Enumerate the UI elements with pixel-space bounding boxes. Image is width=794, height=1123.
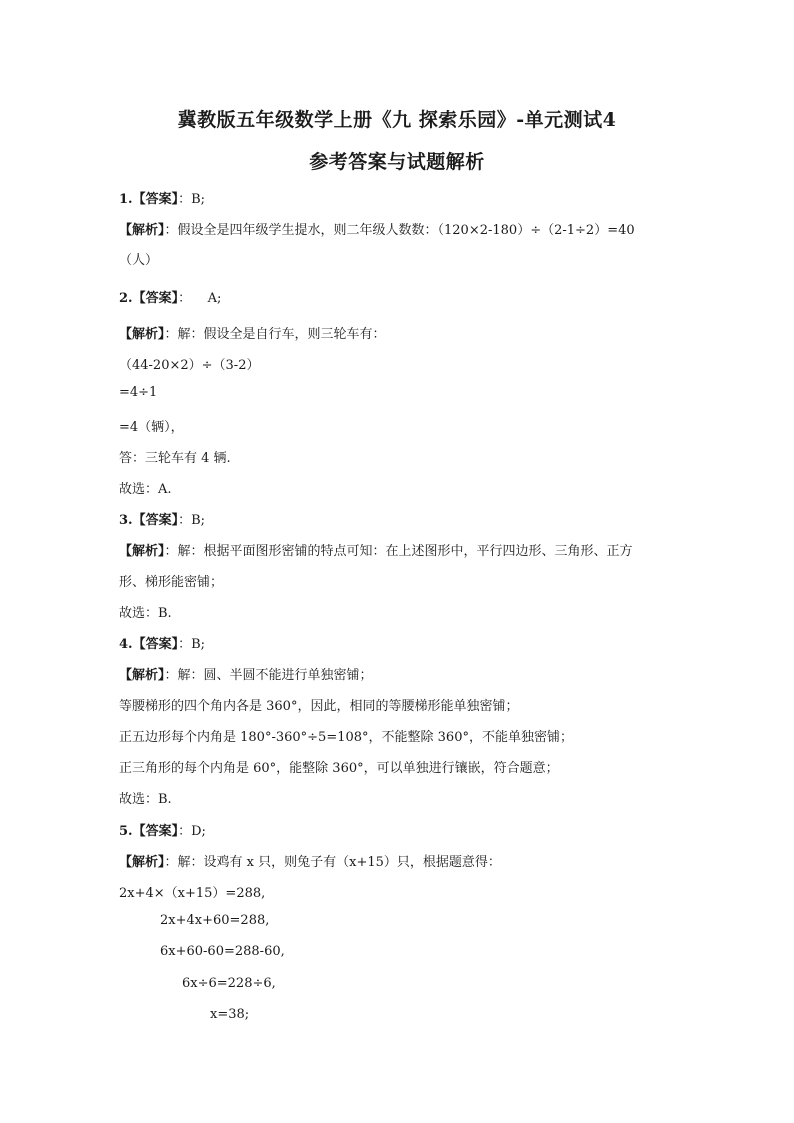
- equation-line: [160, 944, 720, 959]
- line-label: 2.【答案】: [119, 291, 179, 306]
- line-text: 2x+4x+60=288,: [160, 913, 270, 928]
- line-label: 【解析】: [119, 223, 165, 238]
- document-title: 冀教版五年级数学上册《九 探索乐园》-单元测试4: [177, 109, 617, 131]
- line-text: 形、梯形能密铺；: [119, 575, 224, 590]
- text-line: [119, 788, 679, 807]
- text-line: [119, 571, 679, 590]
- line-label: 【解析】: [119, 327, 165, 342]
- line-text: 2x+4×（x+15）=288,: [119, 886, 266, 901]
- line-label: 5.【答案】: [119, 824, 179, 839]
- line-text: ：解：圆、半圆不能进行单独密铺；: [164, 668, 373, 683]
- equation-line: [210, 1007, 770, 1022]
- line-text: 故选：B.: [119, 792, 172, 807]
- line-text: ：D;: [178, 824, 206, 839]
- line-label: 【解析】: [119, 668, 165, 683]
- line-text: （人）: [119, 253, 159, 268]
- line-text: 正五边形每个内角是 180°-360°÷5=108°，不能整除 360°，不能单独密铺；: [119, 730, 573, 745]
- line-text: 故选：B.: [119, 606, 172, 621]
- text-line: [119, 249, 679, 268]
- analysis-line: [119, 664, 679, 683]
- text-line: [119, 447, 679, 466]
- text-line: [119, 478, 679, 497]
- text-line: [119, 726, 679, 745]
- line-label: 【解析】: [119, 544, 165, 559]
- line-text: 故选：A.: [119, 482, 172, 497]
- text-line: [119, 354, 679, 373]
- line-label: 4.【答案】: [119, 637, 179, 652]
- document-subtitle: 参考答案与试题解析: [309, 151, 485, 173]
- line-label: 3.【答案】: [119, 513, 179, 528]
- line-text: ：解：设鸡有 x 只，则兔子有（x+15）只，根据题意得：: [164, 855, 501, 870]
- answer-line: [119, 287, 679, 306]
- line-label: 1.【答案】: [119, 192, 179, 207]
- text-line: [119, 757, 679, 776]
- line-label: 【解析】: [119, 855, 165, 870]
- equation-line: [160, 913, 720, 928]
- analysis-line: [119, 323, 679, 342]
- answer-line: [119, 820, 679, 839]
- line-text: =4÷1: [119, 385, 158, 400]
- line-text: （44-20×2）÷（3-2）: [119, 358, 260, 373]
- equation-line: [119, 882, 679, 901]
- line-text: ：B;: [178, 637, 206, 652]
- answer-line: [119, 188, 679, 207]
- text-line: [119, 602, 679, 621]
- analysis-line: [119, 540, 679, 559]
- line-text: 正三角形的每个内角是 60°，能整除 360°，可以单独进行镶嵌，符合题意；: [119, 761, 559, 776]
- line-text: x=38;: [210, 1007, 250, 1022]
- line-text: ： A;: [178, 291, 222, 306]
- text-line: [119, 416, 679, 435]
- line-text: ：B;: [178, 192, 206, 207]
- analysis-line: [119, 851, 679, 870]
- answer-line: [119, 633, 679, 652]
- line-text: ：解：假设全是自行车，则三轮车有：: [164, 327, 386, 342]
- text-line: [119, 385, 679, 400]
- line-text: ：解：根据平面图形密铺的特点可知：在上述图形中，平行四边形、三角形、正方: [164, 544, 633, 559]
- text-line: [119, 695, 679, 714]
- line-text: =4（辆），: [119, 420, 184, 435]
- line-text: ：假设全是四年级学生提水，则二年级人数数：（120×2-180）÷（2-1÷2）=40: [164, 223, 635, 238]
- line-text: 等腰梯形的四个角内各是 360°，因此，相同的等腰梯形能单独密铺；: [119, 699, 519, 714]
- answer-line: [119, 509, 679, 528]
- line-text: 答：三轮车有 4 辆.: [119, 451, 231, 466]
- line-text: 6x+60-60=288-60,: [160, 944, 285, 959]
- analysis-line: [119, 219, 679, 238]
- line-text: 6x÷6=228÷6,: [182, 976, 276, 991]
- line-text: ：B;: [178, 513, 206, 528]
- equation-line: [182, 976, 742, 991]
